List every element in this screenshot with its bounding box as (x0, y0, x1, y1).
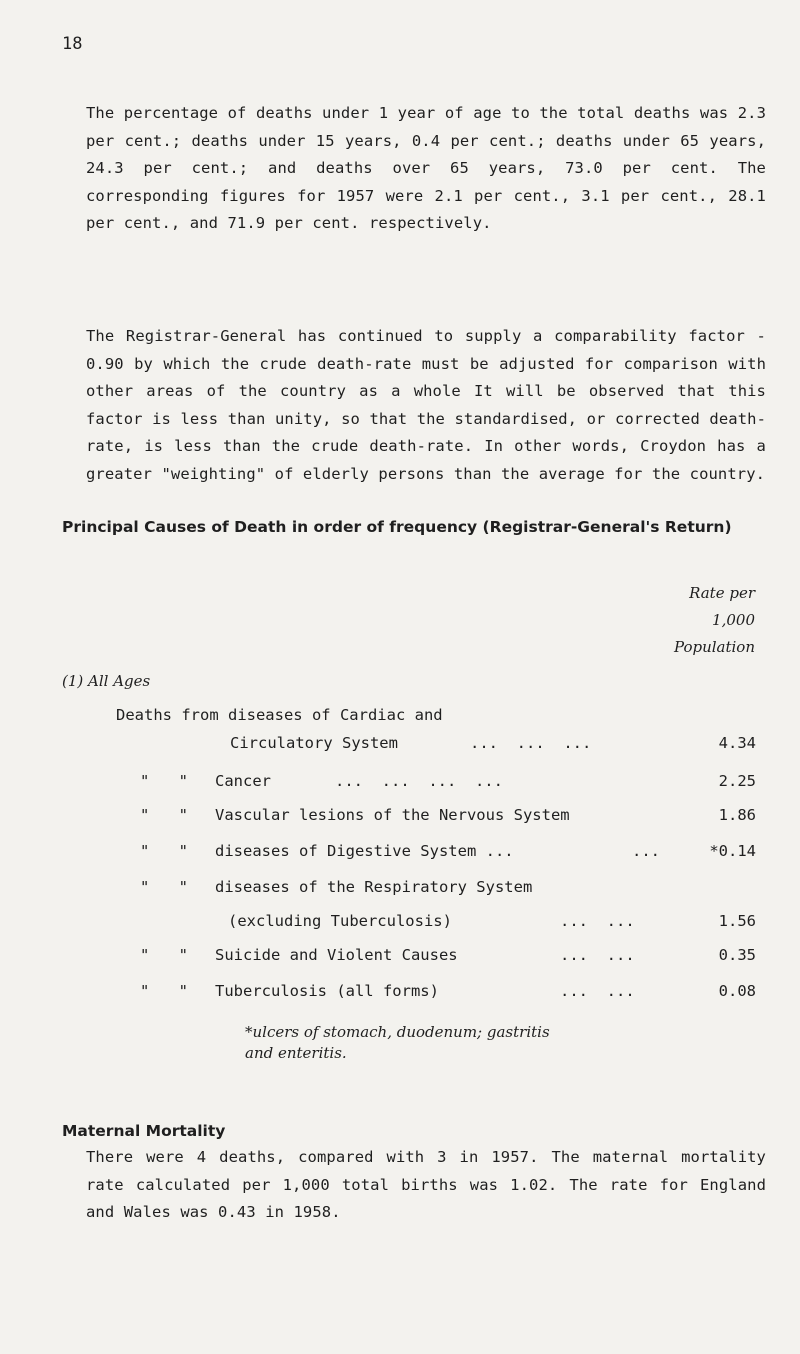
heading-maternal-mortality: Maternal Mortality (62, 1122, 226, 1140)
row-value: 4.34 (718, 734, 756, 752)
row-label: Tuberculosis (all forms) (215, 982, 439, 1000)
row-label: Suicide and Violent Causes (215, 946, 458, 964)
row-dots: ... ... ... ... (335, 772, 503, 790)
section-label-all-ages: (1) All Ages (62, 672, 151, 690)
row-label: diseases of Digestive System ... (215, 842, 514, 860)
row-label: diseases of the Respiratory System (215, 878, 533, 896)
table-row (0, 734, 800, 762)
ditto-mark: " " (140, 842, 198, 860)
table-row (0, 912, 800, 940)
row-value: 0.35 (718, 946, 756, 964)
ditto-mark: " " (140, 878, 198, 896)
row-dots: ... ... ... (470, 734, 592, 752)
row-value: 2.25 (718, 772, 756, 790)
footnote-ulcers: *ulcers of stomach, duodenum; gastritis and enteritis. (245, 1023, 550, 1062)
table-row (0, 842, 800, 870)
table-row (0, 982, 800, 1010)
rate-column-header (605, 580, 755, 661)
table-row (0, 772, 800, 800)
row-label: Circulatory System (230, 734, 398, 752)
table-row (0, 878, 800, 906)
row-dots: ... (632, 842, 660, 860)
rate-header-line-2: 1,000 (712, 611, 755, 629)
row-value: *0.14 (709, 842, 756, 860)
row-label: Vascular lesions of the Nervous System (215, 806, 570, 824)
row-dots: ... ... (560, 946, 635, 964)
paragraph-death-percentages: The percentage of deaths under 1 year of age to the total deaths was 2.3 per cent.; deaths under 15 years, 0.4 per cent.; deaths under 65 years, 24.3 per cent.; and deaths over 65 years, 73.0 per cent. The corresponding figures for 1957 were 2.1 per cent., 3.1 per cent., 28.1 per cent., and 71.9 per cent. respectively. (86, 104, 766, 232)
page-number: 18 (62, 34, 83, 54)
row-value: 0.08 (718, 982, 756, 1000)
paragraph-comparability-factor: The Registrar-General has continued to supply a comparability factor - 0.90 by which the crude death-rate must be adjusted for comparison with other areas of the country as a whole It will be observed that this factor is less than unity, so that the standardised, or corrected death-rate, is less than the crude death-rate. In other words, Croydon has a greater "weighting" of elderly persons than the average for the country. (86, 327, 766, 483)
row-value: 1.86 (718, 806, 756, 824)
row-dots: ... ... (560, 912, 635, 930)
row-label: (excluding Tuberculosis) (228, 912, 452, 930)
rate-header-line-3: Population (673, 638, 755, 656)
heading-principal-causes: Principal Causes of Death in order of frequency (Registrar-General's Return) (62, 518, 732, 536)
ditto-mark: " " (140, 772, 198, 790)
row-dots: ... ... (560, 982, 635, 1000)
rate-header-line-1: Rate per (689, 584, 755, 602)
row-value: 1.56 (718, 912, 756, 930)
table-intro-line: Deaths from diseases of Cardiac and (116, 706, 443, 724)
row-label: Cancer (215, 772, 271, 790)
table-row (0, 806, 800, 834)
ditto-mark: " " (140, 806, 198, 824)
ditto-mark: " " (140, 946, 198, 964)
table-row (0, 946, 800, 974)
ditto-mark: " " (140, 982, 198, 1000)
paragraph-maternal-mortality: There were 4 deaths, compared with 3 in 1957. The maternal mortality rate calculated per 1,000 total births was 1.02. The rate for England and Wales was 0.43 in 1958. (86, 1148, 766, 1221)
